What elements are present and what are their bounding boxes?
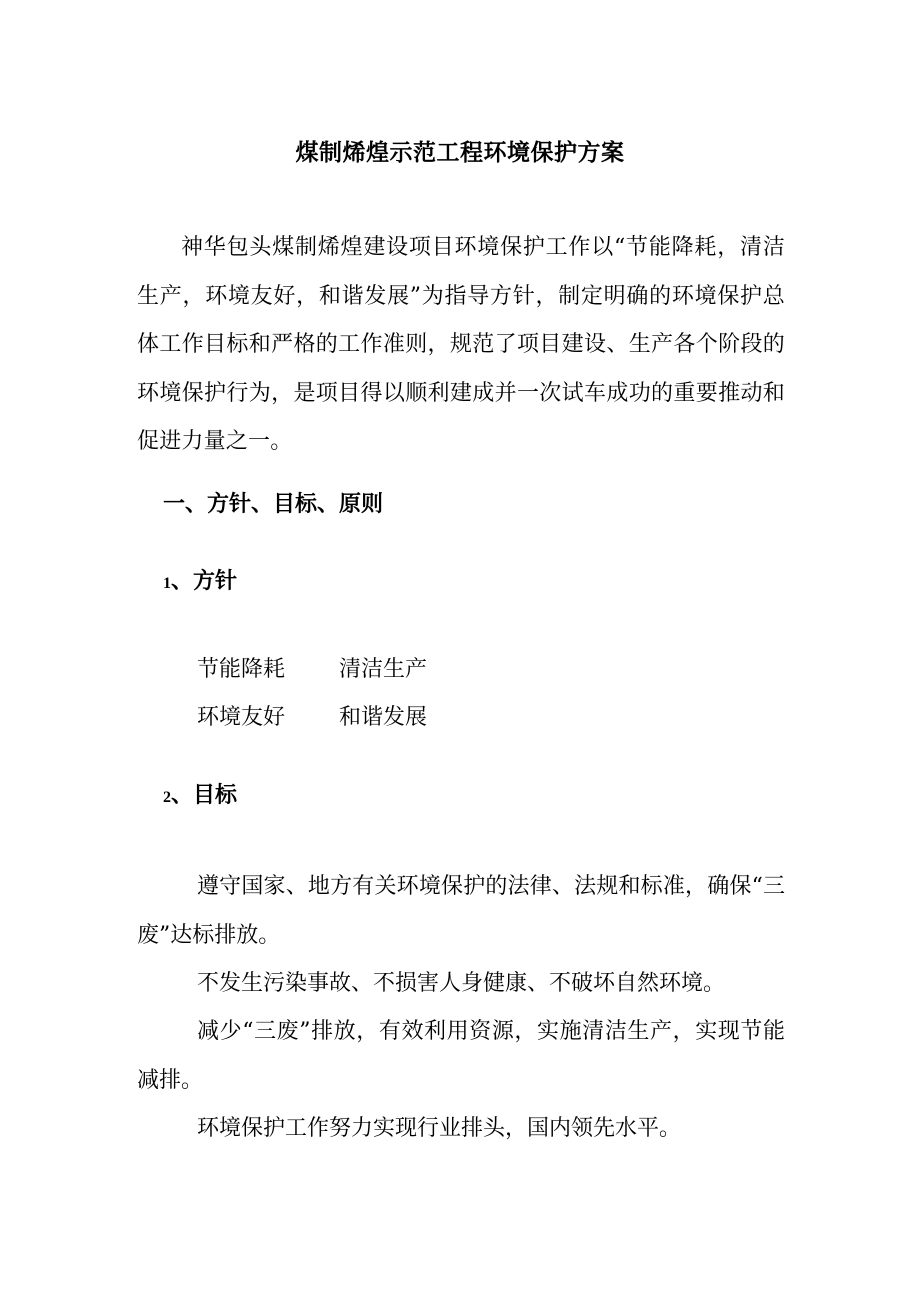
goal-item: 不发生污染事故、不损害人身健康、不破坏自然环境。	[197, 971, 726, 996]
policy-heading-label: 、方针	[171, 568, 238, 594]
intro-paragraph: 神华包头煤制烯煌建设项目环境保护工作以“节能降耗，清洁生产，环境友好，和谐发展”为指导方针，制定明确的环境保护总体工作目标和严格的工作准则，规范了项目建设、生产各个阶段的环境保护行为，是项目得以顺利建成并一次试车成功的重要推动和促进力量之一。	[137, 235, 785, 454]
policy-item: 和谐发展	[339, 705, 428, 730]
goals-heading	[163, 778, 237, 809]
policy-row-2	[197, 703, 427, 733]
document-title: 煤制烯煌示范工程环境保护方案	[295, 139, 625, 166]
policy-item: 清洁生产	[339, 657, 428, 682]
policy-item: 节能降耗	[197, 657, 286, 682]
goals-heading-number: 2	[163, 789, 171, 806]
policy-heading-number: 1	[163, 575, 171, 592]
goal-item: 遵守国家、地方有关环境保护的法律、法规和标准，确保“三废”达标排放。	[137, 874, 785, 948]
goal-item: 环境保护工作努力实现行业排头，国内领先水平。	[197, 1116, 682, 1141]
policy-row-1	[197, 655, 427, 685]
goal-item: 减少“三废”排放，有效利用资源，实施清洁生产，实现节能减排。	[137, 1019, 785, 1093]
policy-item: 环境友好	[197, 705, 286, 730]
goals-heading-label: 、目标	[171, 782, 238, 808]
policy-heading	[163, 564, 237, 595]
section-heading: 一、方针、目标、原则	[163, 491, 384, 517]
